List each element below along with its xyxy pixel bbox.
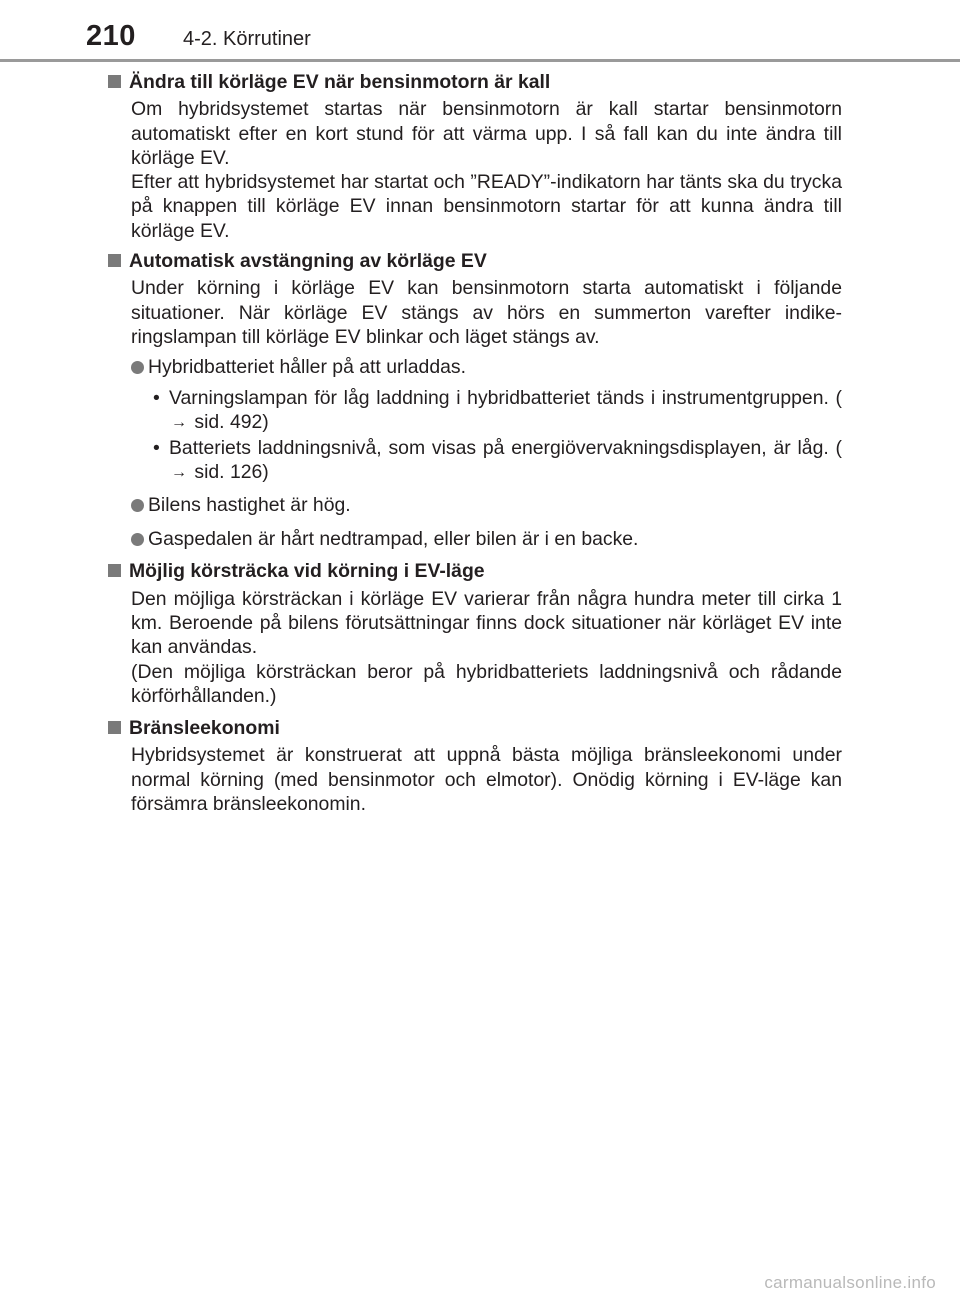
text-part: Batteriets laddningsnivå, som visas på energiövervakningsdisplayen, är låg. ( [169, 437, 842, 460]
section-body [131, 97, 842, 243]
paragraph: Hybridsystemet är konstruerat att uppnå bästa möjliga bränsleekonomi under normal körning (med bensinmotor och elmotor). Onödig körning i EV-läge kan försämra bränsleekonomin. [131, 744, 842, 816]
section-fuel-economy [108, 716, 842, 816]
dot-bullet: • [153, 386, 160, 409]
section-cold-engine [108, 70, 842, 243]
square-bullet-icon [108, 721, 121, 734]
list-item [131, 493, 842, 517]
page-header [0, 0, 960, 64]
square-bullet-icon [108, 75, 121, 88]
sub-list-item [153, 386, 842, 437]
sub-list-item-text [169, 386, 842, 437]
paragraph: Under körning i körläge EV kan bensinmotorn starta automatiskt i följande situationer. När körläge EV stängs av hörs en summerton varefter indikeringslampan till körläge EV blinkar och läget stängs av. [131, 277, 842, 348]
circle-bullet-icon [131, 533, 144, 546]
sub-list-item-text [169, 436, 842, 487]
dot-bullet: • [153, 437, 160, 460]
heading-text: Bränsleekonomi [129, 717, 280, 740]
sub-list-item [153, 436, 842, 487]
page-number: 210 [86, 20, 136, 52]
square-bullet-icon [108, 564, 121, 577]
paragraph: (Den möjliga körsträckan beror på hybridbatteriets laddningsnivå och rådande körförhållanden.) [131, 660, 842, 707]
section-heading [108, 70, 842, 94]
page-reference: sid. 492) [189, 410, 269, 433]
list-item-text: Bilens hastighet är hög. [148, 493, 351, 516]
section-auto-shutoff [108, 249, 842, 551]
list-item-text: Gaspedalen är hårt nedtrampad, eller bilen är i en backe. [148, 528, 639, 551]
list-item [131, 355, 842, 379]
section-heading [108, 559, 842, 583]
heading-text: Ändra till körläge EV när bensinmotorn är kall [129, 71, 551, 93]
arrow-right-icon: → [171, 464, 187, 482]
section-heading [108, 249, 842, 273]
section-body [131, 743, 842, 816]
list-item-text: Hybridbatteriet håller på att urladdas. [148, 356, 466, 379]
section-heading [108, 716, 842, 740]
header-divider [0, 59, 960, 62]
heading-text: Möjlig körsträcka vid körning i EV-läge [129, 560, 485, 583]
text-part: Varningslampan för låg laddning i hybridbatteriet tänds i instrumentgruppen. ( [169, 386, 842, 409]
arrow-right-icon: → [171, 413, 187, 431]
circle-bullet-icon [131, 361, 144, 374]
paragraph: Den möjliga körsträckan i körläge EV varierar från några hundra meter till cirka 1 km. Beroende på bilens förutsättningar finns dock situationer när körläget EV inte kan användas. [131, 587, 842, 659]
paragraph: Efter att hybridsystemet har startat och ”READY”-indikatorn har tänts ska du trycka på knappen till körläge EV innan bensinmotorn startar för att kunna ändra till körläge EV. [131, 171, 842, 242]
page-reference: sid. 126) [189, 461, 269, 484]
heading-text: Automatisk avstängning av körläge EV [129, 250, 487, 273]
list-item [131, 527, 842, 551]
paragraph: Om hybridsystemet startas när bensinmotorn är kall startar bensinmotorn automatiskt efter en kort stund för att värma upp. I så fall kan du inte ändra till körläge EV. [131, 98, 842, 169]
sub-list [153, 386, 842, 487]
section-body [131, 276, 842, 349]
square-bullet-icon [108, 254, 121, 267]
circle-bullet-icon [131, 499, 144, 512]
section-body [131, 587, 842, 708]
watermark-logo: carmanualsonline.info [764, 1273, 936, 1292]
section-ev-range [108, 559, 842, 708]
page-content [108, 70, 842, 822]
section-title: 4-2. Körrutiner [183, 28, 311, 50]
